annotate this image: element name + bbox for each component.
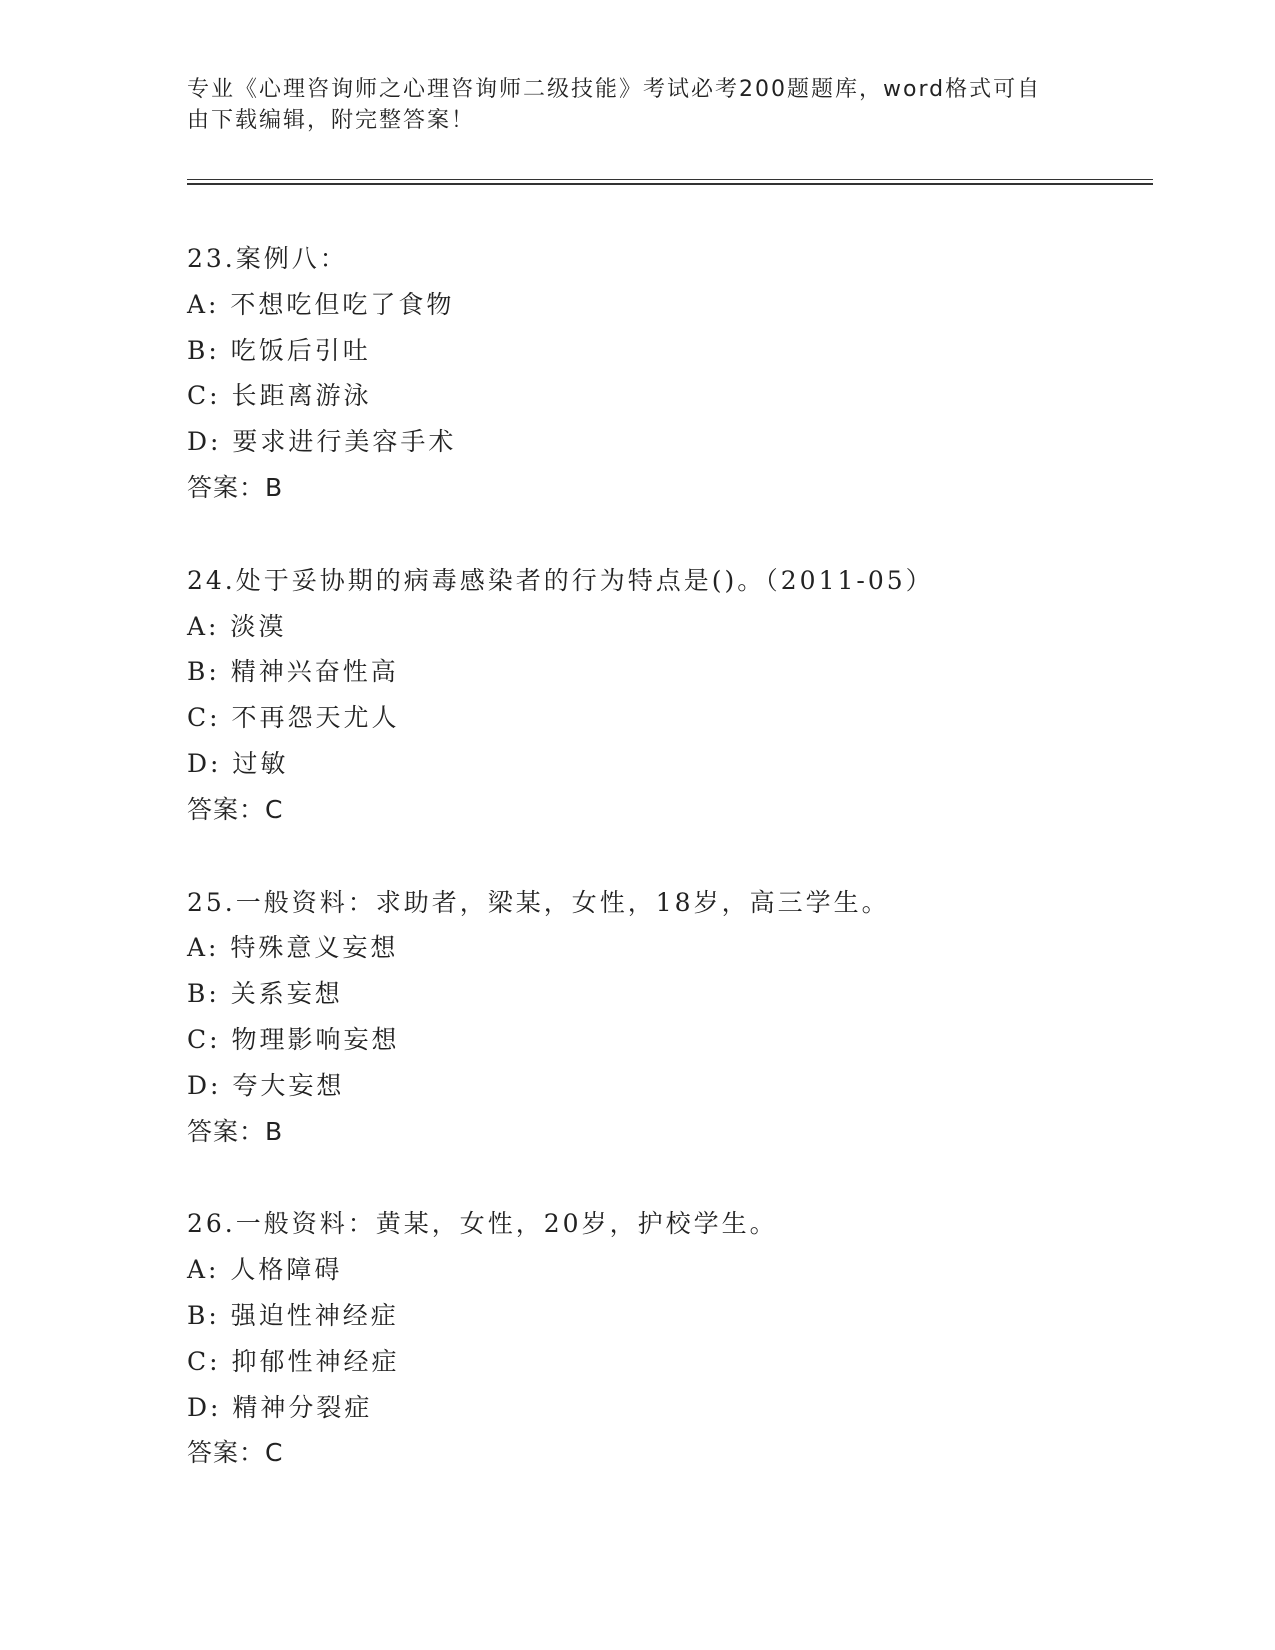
option-b: B: 吃饭后引吐 xyxy=(187,335,371,365)
question-stem: 25.一般资料：求助者，梁某，女性，18岁，高三学生。 xyxy=(187,887,890,917)
option-b: B: 关系妄想 xyxy=(187,979,343,1009)
header-divider-thin xyxy=(187,179,1153,180)
option-d: D: 要求进行美容手术 xyxy=(187,427,457,457)
option-c: C: 抑郁性神经症 xyxy=(187,1346,400,1376)
option-b: B: 精神兴奋性高 xyxy=(187,657,399,687)
question-24 xyxy=(187,558,1147,833)
question-26 xyxy=(187,1201,1147,1476)
option-a: A: 人格障碍 xyxy=(187,1255,343,1285)
header-divider-thick xyxy=(187,183,1153,185)
answer: 答案：C xyxy=(187,794,284,824)
document-header xyxy=(187,74,1067,136)
option-a: A: 特殊意义妄想 xyxy=(187,933,399,963)
question-23 xyxy=(187,236,1147,511)
option-c: C: 长距离游泳 xyxy=(187,381,372,411)
header-line-1: 专业《心理咨询师之心理咨询师二级技能》考试必考200题题库，word格式可自 xyxy=(187,77,1042,102)
question-stem: 24.处于妥协期的病毒感染者的行为特点是()。（2011-05） xyxy=(187,565,934,595)
question-25 xyxy=(187,880,1147,1155)
answer: 答案：C xyxy=(187,1438,284,1468)
header-line-2: 由下载编辑，附完整答案！ xyxy=(187,108,476,133)
option-d: D: 夸大妄想 xyxy=(187,1070,345,1100)
option-c: C: 不再怨天尤人 xyxy=(187,703,400,733)
option-d: D: 过敏 xyxy=(187,748,289,778)
option-c: C: 物理影响妄想 xyxy=(187,1024,400,1054)
answer: 答案：B xyxy=(187,472,284,502)
question-stem: 23.案例八： xyxy=(187,244,348,273)
answer: 答案：B xyxy=(187,1116,284,1146)
option-b: B: 强迫性神经症 xyxy=(187,1300,399,1330)
option-a: A: 不想吃但吃了食物 xyxy=(187,289,455,319)
question-stem: 26.一般资料：黄某，女性，20岁，护校学生。 xyxy=(187,1209,778,1239)
option-a: A: 淡漠 xyxy=(187,611,287,641)
option-d: D: 精神分裂症 xyxy=(187,1392,373,1422)
question-list xyxy=(187,236,1147,1523)
